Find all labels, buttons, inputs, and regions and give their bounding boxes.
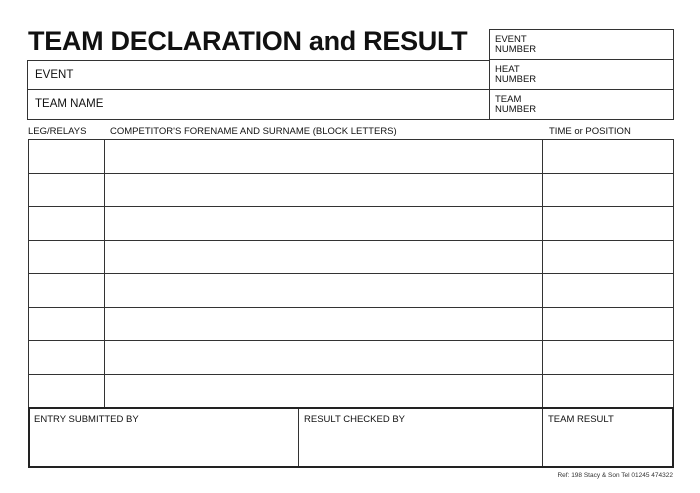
event-number-box[interactable] — [489, 29, 674, 60]
table-row — [28, 340, 674, 375]
competitor-name-cell[interactable] — [104, 173, 543, 208]
entry-submitted-by-label: ENTRY SUBMITTED BY — [34, 414, 139, 425]
result-checked-by-label: RESULT CHECKED BY — [304, 414, 406, 425]
leg-cell[interactable] — [28, 307, 105, 342]
reference-text: Ref: 198 Stacy & Son Tel 01245 474322 — [557, 472, 673, 479]
table-row — [28, 139, 674, 174]
team-result-cell[interactable] — [543, 409, 672, 466]
time-position-cell[interactable] — [542, 307, 674, 342]
page-title: TEAM DECLARATION and RESULT — [28, 26, 468, 56]
competitor-table — [28, 139, 674, 407]
competitor-name-cell[interactable] — [104, 307, 543, 342]
team-number-box[interactable] — [489, 89, 674, 120]
event-number-label: EVENT NUMBER — [495, 34, 537, 55]
entry-submitted-by-cell[interactable] — [30, 409, 299, 466]
time-position-cell[interactable] — [542, 273, 674, 308]
team-name-label: TEAM NAME — [35, 98, 104, 110]
team-result-label: TEAM RESULT — [548, 414, 614, 425]
leg-cell[interactable] — [28, 374, 105, 409]
competitor-name-cell[interactable] — [104, 374, 543, 409]
signoff-section — [28, 407, 674, 468]
time-position-cell[interactable] — [542, 173, 674, 208]
table-row — [28, 307, 674, 342]
competitor-name-header: COMPETITOR'S FORENAME AND SURNAME (BLOCK LETTERS) — [110, 126, 397, 137]
table-row — [28, 374, 674, 409]
time-position-header: TIME or POSITION — [549, 126, 631, 137]
leg-cell[interactable] — [28, 340, 105, 375]
team-name-field[interactable] — [27, 89, 490, 120]
heat-number-box[interactable] — [489, 59, 674, 90]
time-position-cell[interactable] — [542, 139, 674, 174]
leg-cell[interactable] — [28, 206, 105, 241]
event-field[interactable] — [27, 60, 490, 90]
leg-relays-header: LEG/RELAYS — [28, 126, 87, 137]
leg-cell[interactable] — [28, 139, 105, 174]
leg-cell[interactable] — [28, 173, 105, 208]
competitor-name-cell[interactable] — [104, 206, 543, 241]
leg-cell[interactable] — [28, 273, 105, 308]
event-label: EVENT — [35, 69, 74, 81]
result-checked-by-cell[interactable] — [299, 409, 543, 466]
table-row — [28, 273, 674, 308]
time-position-cell[interactable] — [542, 240, 674, 275]
time-position-cell[interactable] — [542, 206, 674, 241]
table-row — [28, 206, 674, 241]
competitor-name-cell[interactable] — [104, 273, 543, 308]
heat-number-label: HEAT NUMBER — [495, 64, 537, 85]
competitor-name-cell[interactable] — [104, 340, 543, 375]
time-position-cell[interactable] — [542, 374, 674, 409]
competitor-name-cell[interactable] — [104, 139, 543, 174]
table-row — [28, 240, 674, 275]
competitor-name-cell[interactable] — [104, 240, 543, 275]
leg-cell[interactable] — [28, 240, 105, 275]
time-position-cell[interactable] — [542, 340, 674, 375]
table-row — [28, 173, 674, 208]
team-number-label: TEAM NUMBER — [495, 94, 537, 115]
